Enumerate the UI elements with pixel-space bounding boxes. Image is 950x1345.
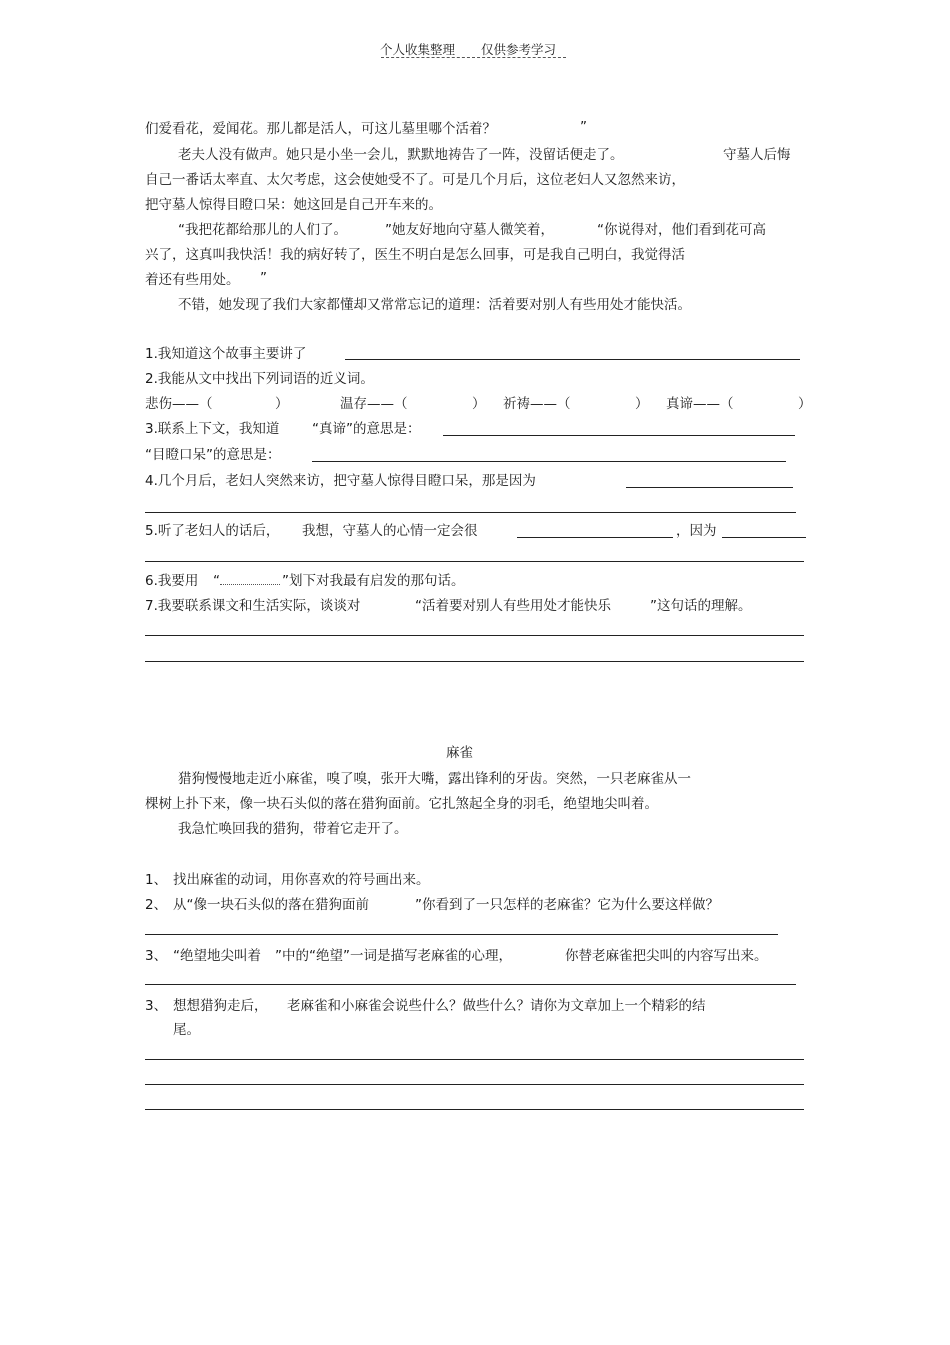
sparrow-q4-a: 想想猎狗走后， xyxy=(173,998,268,1014)
story-p2-a: 老夫人没有做声。她只是小坐一会儿，默默地祷告了一阵，没留话便走了。 xyxy=(178,147,624,163)
q5-text-c: ，因为 xyxy=(676,523,717,539)
sparrow-q2-b: ”你看到了一只怎样的老麻雀？它为什么要这样做？ xyxy=(415,897,719,913)
story-p3-e-quote: ” xyxy=(260,270,267,286)
q7-text-a: 7.我要联系课文和生活实际，谈谈对 xyxy=(145,598,361,614)
syn-1: 悲伤——（ xyxy=(145,396,213,412)
sparrow-q1: 找出麻雀的动词，用你喜欢的符号画出来。 xyxy=(173,872,430,888)
sparrow-q4-b: 老麻雀和小麻雀会说些什么？做些什么？请你为文章加上一个精彩的结 xyxy=(287,998,706,1014)
sparrow-title: 麻雀 xyxy=(446,745,473,761)
story-p3-e: 着还有些用处。 xyxy=(145,272,240,288)
story-p3-a: “我把花都给那儿的人们了。 xyxy=(178,222,347,238)
sparrow-q1-num: 1、 xyxy=(145,872,168,888)
q3-answer-line-1[interactable] xyxy=(443,435,795,436)
q2-text: 2.我能从文中找出下列词语的近义词。 xyxy=(145,371,374,387)
sparrow-q4-num: 3、 xyxy=(145,998,168,1014)
q3-text-c: “目瞪口呆”的意思是： xyxy=(145,447,281,463)
sparrow-q4-c: 尾。 xyxy=(173,1022,200,1038)
sparrow-p1-a: 猎狗慢慢地走近小麻雀，嗅了嗅，张开大嘴，露出锋利的牙齿。突然，一只老麻雀从一 xyxy=(178,771,691,787)
sparrow-p1-b: 棵树上扑下来，像一块石头似的落在猎狗面前。它扎煞起全身的羽毛，绝望地尖叫着。 xyxy=(145,796,658,812)
q7-answer-line-1[interactable] xyxy=(145,635,804,636)
header-right: 仅供参考学习 xyxy=(481,42,557,57)
wavy-underline-sample xyxy=(220,572,280,585)
syn-4-close: ） xyxy=(798,396,812,412)
q6-text-c: ”划下对我最有启发的那句话。 xyxy=(282,573,465,589)
header-rule xyxy=(381,57,566,58)
sparrow-p2: 我急忙唤回我的猎狗，带着它走开了。 xyxy=(178,821,408,837)
q4-answer-line-1[interactable] xyxy=(626,487,793,488)
q4-text: 4.几个月后，老妇人突然来访，把守墓人惊得目瞪口呆，那是因为 xyxy=(145,473,536,489)
q5-answer-line-2[interactable] xyxy=(722,537,806,538)
q1-answer-line[interactable] xyxy=(345,359,800,360)
story-line-1: 们爱看花，爱闻花。那儿都是活人，可这儿墓里哪个活着？ xyxy=(145,121,496,137)
sparrow-q3-a: “绝望地尖叫着 xyxy=(173,948,261,964)
story-line-1-quote: ” xyxy=(580,119,587,135)
q4-answer-line-2[interactable] xyxy=(145,512,796,513)
q7-text-b: “活着要对别人有些用处才能快乐 xyxy=(415,598,611,614)
q3-text-a: 3.联系上下文，我知道 xyxy=(145,421,280,437)
sparrow-q2-answer-line[interactable] xyxy=(145,934,778,935)
q5-answer-line-1[interactable] xyxy=(517,537,673,538)
story-p3-d: 兴了，这真叫我快活！我的病好转了，医生不明白是怎么回事，可是我自己明白，我觉得活 xyxy=(145,247,685,263)
syn-1-close: ） xyxy=(275,396,289,412)
page-header xyxy=(380,40,578,58)
syn-3: 祈祷——（ xyxy=(503,396,571,412)
sparrow-q2-num: 2、 xyxy=(145,897,168,913)
syn-4: 真谛——（ xyxy=(666,396,734,412)
q3-answer-line-2[interactable] xyxy=(312,461,786,462)
sparrow-q4-answer-line-2[interactable] xyxy=(145,1084,804,1085)
header-left: 个人收集整理 xyxy=(380,42,456,57)
story-p3-c: “你说得对，他们看到花可高 xyxy=(597,222,766,238)
story-p4: 不错，她发现了我们大家都懂却又常常忘记的道理：活着要对别人有些用处才能快活。 xyxy=(178,297,691,313)
sparrow-q3-answer-line[interactable] xyxy=(145,984,796,985)
story-p2-c: 自己一番话太率直、太欠考虑，这会使她受不了。可是几个月后，这位老妇人又忽然来访， xyxy=(145,172,685,188)
q3-text-b: “真谛”的意思是： xyxy=(312,421,421,437)
sparrow-q4-answer-line-1[interactable] xyxy=(145,1059,804,1060)
q6-text-a: 6.我要用 xyxy=(145,573,199,589)
sparrow-q4-answer-line-3[interactable] xyxy=(145,1109,804,1110)
sparrow-q3-b: ”中的“绝望”一词是描写老麻雀的心理， xyxy=(275,948,512,964)
sparrow-q2-a: 从“像一块石头似的落在猎狗面前 xyxy=(173,897,369,913)
q7-answer-line-2[interactable] xyxy=(145,661,804,662)
sparrow-q3-num: 3、 xyxy=(145,948,168,964)
story-p2-b: 守墓人后悔 xyxy=(723,147,791,163)
syn-3-close: ） xyxy=(635,396,649,412)
sparrow-q3-c: 你替老麻雀把尖叫的内容写出来。 xyxy=(565,948,768,964)
q5-answer-line-3[interactable] xyxy=(145,561,804,562)
syn-2-close: ） xyxy=(472,396,486,412)
q5-text-b: 我想，守墓人的心情一定会很 xyxy=(302,523,478,539)
story-p2-d: 把守墓人惊得目瞪口呆：她这回是自己开车来的。 xyxy=(145,197,442,213)
q6-text-b: “ xyxy=(213,572,280,590)
q1-text: 1.我知道这个故事主要讲了 xyxy=(145,346,307,362)
q7-text-c: ”这句话的理解。 xyxy=(650,598,752,614)
story-p3-b: ”她友好地向守墓人微笑着， xyxy=(385,222,554,238)
q5-text-a: 5.听了老妇人的话后， xyxy=(145,523,280,539)
syn-2: 温存——（ xyxy=(340,396,408,412)
